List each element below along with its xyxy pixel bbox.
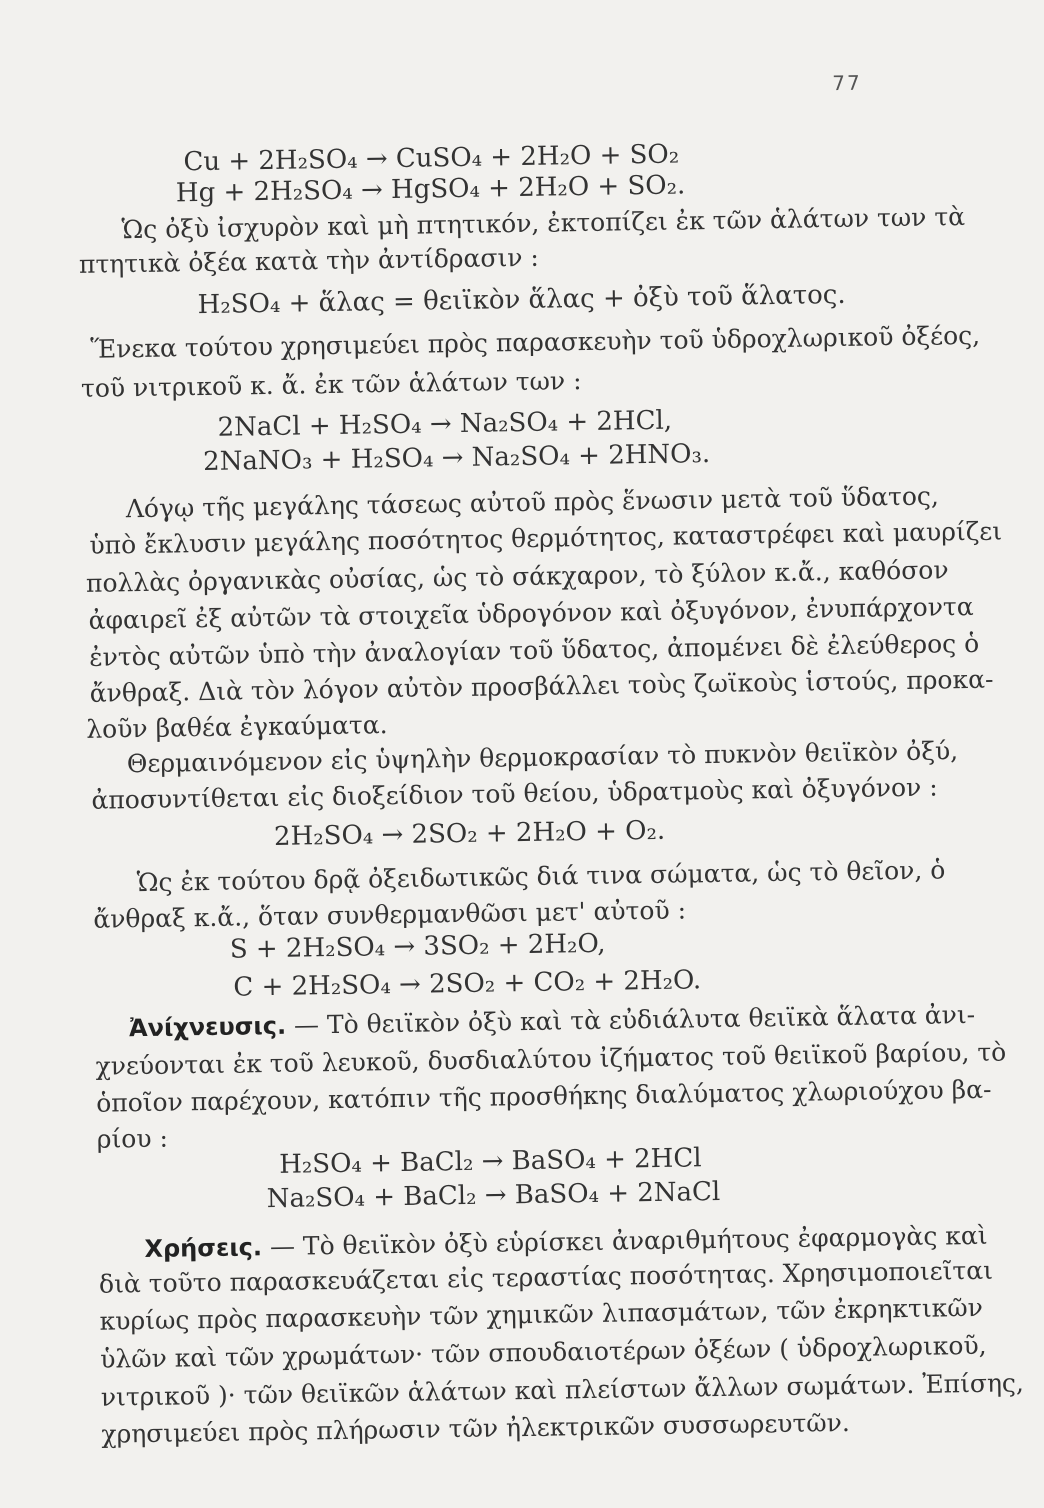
text-line: τοῦ νιτρικοῦ κ. ἄ. ἐκ τῶν ἁλάτων των : — [80, 366, 582, 403]
text-line: νιτρικοῦ )· τῶν θειϊκῶν ἁλάτων καὶ πλείστων ἄλλων σωμάτων. Ἐπίσης, — [100, 1368, 1025, 1412]
section-heading-uses: Χρήσεις. — [144, 1233, 263, 1264]
text-line: χρησιμεύει πρὸς πλήρωσιν τῶν ἠλεκτρικῶν συσσωρευτῶν. — [101, 1407, 851, 1449]
text-line: ἄνθραξ κ.ἄ., ὅταν συνθερμανθῶσι μετ' αὐτοῦ : — [93, 895, 687, 934]
equation-line: Na₂SO₄ + BaCl₂ → BaSO₄ + 2NaCl — [266, 1176, 721, 1215]
detection-paragraph-line — [129, 1000, 976, 1043]
equation-line: Cu + 2H₂SO₄ → CuSO₄ + 2H₂O + SO₂ — [183, 139, 680, 178]
equation-line: 2H₂SO₄ → 2SO₂ + 2H₂O + O₂. — [273, 815, 666, 852]
text-run: — Τὸ θειϊκὸν ὀξὺ καὶ τὰ εὐδιάλυτα θειϊκὰ ἅλατα ἀνι- — [285, 999, 976, 1040]
text-line: πολλὰς ὀργανικὰς οὐσίας, ὡς τὸ σάκχαρον, τὸ ξύλον κ.ἄ., καθόσον — [85, 555, 949, 598]
text-run: — Τὸ θειϊκὸν ὀξὺ εὑρίσκει ἀναριθμήτους ἐφαρμογὰς καὶ — [261, 1220, 988, 1262]
page-number: 77 — [832, 70, 862, 96]
text-line: ἀφαιρεῖ ἐξ αὐτῶν τὰ στοιχεῖα ὑδρογόνον καὶ ὀξυγόνον, ἐνυπάρχοντα — [88, 591, 974, 635]
text-line: ὑπὸ ἔκλυσιν μεγάλης ποσότητος θερμότητος, καταστρέφει καὶ μαυρίζει — [89, 516, 1003, 560]
text-line: διὰ τοῦτο παρασκευάζεται εἰς τεραστίας ποσότητας. Χρησιμοποιεῖται — [98, 1255, 994, 1299]
equation-line: 2NaNO₃ + H₂SO₄ → Na₂SO₄ + 2HNO₃. — [202, 439, 711, 478]
text-line: Θερμαινόμενον εἰς ὑψηλὴν θερμοκρασίαν τὸ πυκνὸν θειϊκὸν ὀξύ, — [126, 736, 959, 779]
equation-line: H₂SO₄ + BaCl₂ → BaSO₄ + 2HCl — [278, 1143, 702, 1180]
equation-line: 2NaCl + H₂SO₄ → Na₂SO₄ + 2HCl, — [217, 405, 673, 443]
equation-line: C + 2H₂SO₄ → 2SO₂ + CO₂ + 2H₂O. — [233, 965, 702, 1003]
text-line: ρίου : — [96, 1123, 169, 1154]
text-line: Ὡς ἐκ τούτου δρᾷ ὀξειδωτικῶς διά τινα σώματα, ὡς τὸ θεῖον, ὁ — [136, 855, 946, 898]
equation-line: Hg + 2H₂SO₄ → HgSO₄ + 2H₂O + SO₂. — [175, 170, 686, 209]
text-line: λοῦν βαθέα ἐγκαύματα. — [86, 710, 388, 744]
text-line: Ὡς ὀξὺ ἰσχυρὸν καὶ μὴ πτητικόν, ἐκτοπίζει ἐκ τῶν ἁλάτων των τὰ — [121, 202, 966, 245]
text-line: ἐντὸς αὐτῶν ὑπὸ τὴν ἀναλογίαν τοῦ ὕδατος, ἀπομένει δὲ ἐλεύθερος ὁ — [88, 628, 980, 672]
equation-line: S + 2H₂SO₄ → 3SO₂ + 2H₂O, — [229, 928, 606, 965]
equation-line: H₂SO₄ + ἅλας = θειϊκὸν ἅλας + ὀξὺ τοῦ ἅλατος. — [197, 279, 846, 321]
text-line: ὑλῶν καὶ τῶν χρωμάτων· τῶν σπουδαιοτέρων ὀξέων ( ὑδροχλωρικοῦ, — [100, 1330, 987, 1374]
text-line: ἄνθραξ. Διὰ τὸν λόγον αὐτὸν προσβάλλει τοὺς ζωϊκοὺς ἱστούς, προκα- — [89, 664, 994, 708]
text-line: ἀποσυντίθεται εἰς διοξείδιον τοῦ θείου, ὑδρατμοὺς καὶ ὀξυγόνον : — [91, 772, 938, 815]
section-heading-detection: Ἀνίχνευσις. — [128, 1011, 287, 1043]
text-line: Λόγῳ τῆς μεγάλης τάσεως αὐτοῦ πρὸς ἕνωσιν μετὰ τοῦ ὕδατος, — [125, 481, 940, 524]
text-line: κυρίως πρὸς παρασκευὴν τῶν χημικῶν λιπασμάτων, τῶν ἐκρηκτικῶν — [99, 1292, 984, 1336]
text-line: χνεύονται ἐκ τοῦ λευκοῦ, δυσδιαλύτου ἰζήματος τοῦ θειϊκοῦ βαρίου, τὸ — [95, 1037, 1007, 1081]
text-line: ὁποῖον παρέχουν, κατόπιν τῆς προσθήκης διαλύματος χλωριούχου βα- — [95, 1074, 992, 1118]
text-line: πτητικὰ ὀξέα κατὰ τὴν ἀντίδρασιν : — [78, 242, 540, 279]
text-line: Ἕνεκα τούτου χρησιμεύει πρὸς παρασκευὴν τοῦ ὑδροχλωρικοῦ ὀξέος, — [90, 320, 981, 364]
